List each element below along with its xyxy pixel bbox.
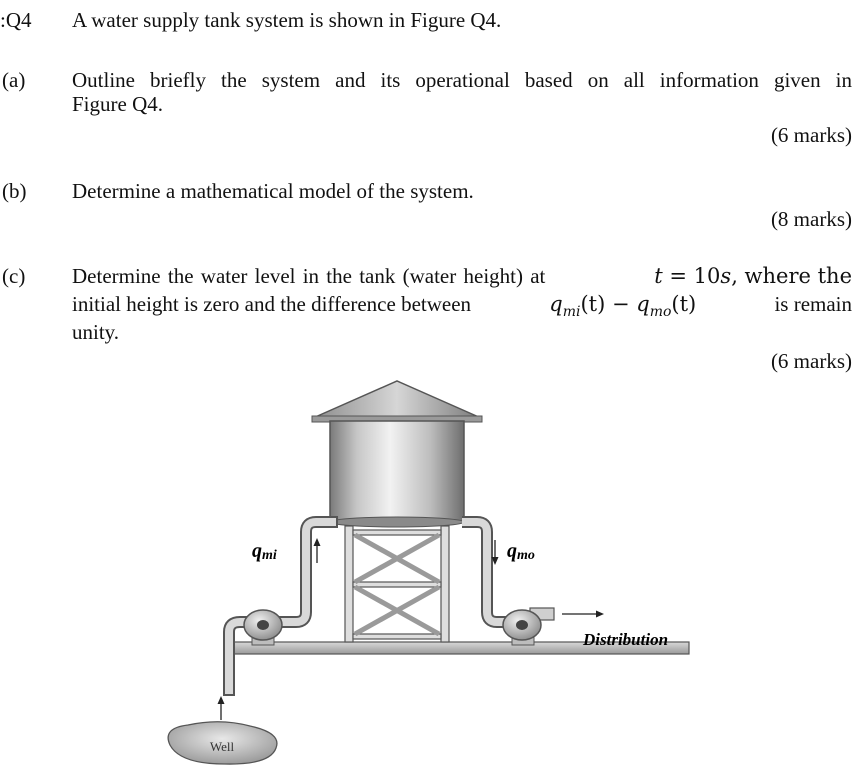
part-b-marks: (8 marks) <box>770 207 852 231</box>
part-a-text-line1: Outline briefly the system and its operational based on all information given in <box>72 68 852 92</box>
outlet-pump <box>503 608 554 645</box>
t-variable: t <box>654 264 663 288</box>
qmo-label: qmo <box>507 540 535 563</box>
question-intro: A water supply tank system is shown in Figure Q4. <box>72 8 502 32</box>
well-label: Well <box>209 739 235 754</box>
tank-body <box>330 421 464 527</box>
minus-sign: − <box>605 292 637 316</box>
part-c-text-line2 <box>72 292 852 324</box>
qmo-symbol: q <box>636 292 650 316</box>
part-b-text: Determine a mathematical model of the system. <box>72 179 474 203</box>
qmi-symbol: q <box>549 292 563 316</box>
part-c-line2-post: is remain <box>774 292 852 316</box>
part-c-text-line1 <box>72 264 852 288</box>
part-a-marks: (6 marks) <box>770 123 852 147</box>
tank-roof <box>312 381 482 422</box>
well-flow-arrow <box>218 696 225 720</box>
part-a-text-line2: Figure Q4. <box>72 92 163 116</box>
distribution-label: Distribution <box>583 630 669 649</box>
outlet-pipe <box>462 522 512 622</box>
t-equals: = 10 <box>662 264 721 288</box>
part-b-label: (b) <box>2 179 27 203</box>
qmi-flow-arrow <box>314 538 321 563</box>
t-unit: s <box>720 264 732 288</box>
question-number: :Q4 <box>0 8 32 32</box>
water-tank-figure <box>150 370 730 770</box>
qmo-argument: (t) <box>671 292 697 316</box>
support-tower <box>345 526 449 642</box>
qmi-subscript: mi <box>562 304 581 321</box>
part-c-line2-pre: initial height is zero and the difference between <box>72 292 472 316</box>
part-c-line1-pre: Determine the water level in the tank (water height) at <box>72 264 546 288</box>
inlet-pump <box>244 610 282 645</box>
qmo-subscript: mo <box>649 304 672 321</box>
part-c-text-line3: unity. <box>72 320 120 344</box>
flow-difference-expression <box>549 292 696 324</box>
qmi-argument: (t) <box>580 292 606 316</box>
part-c-marks: (6 marks) <box>770 349 852 373</box>
part-c-line1-post: , where the <box>731 264 852 288</box>
part-c-label: (c) <box>2 264 26 288</box>
qmi-label: qmi <box>252 540 277 563</box>
part-a-label: (a) <box>2 68 26 92</box>
distribution-flow-arrow <box>562 611 604 618</box>
time-expression <box>654 264 852 288</box>
